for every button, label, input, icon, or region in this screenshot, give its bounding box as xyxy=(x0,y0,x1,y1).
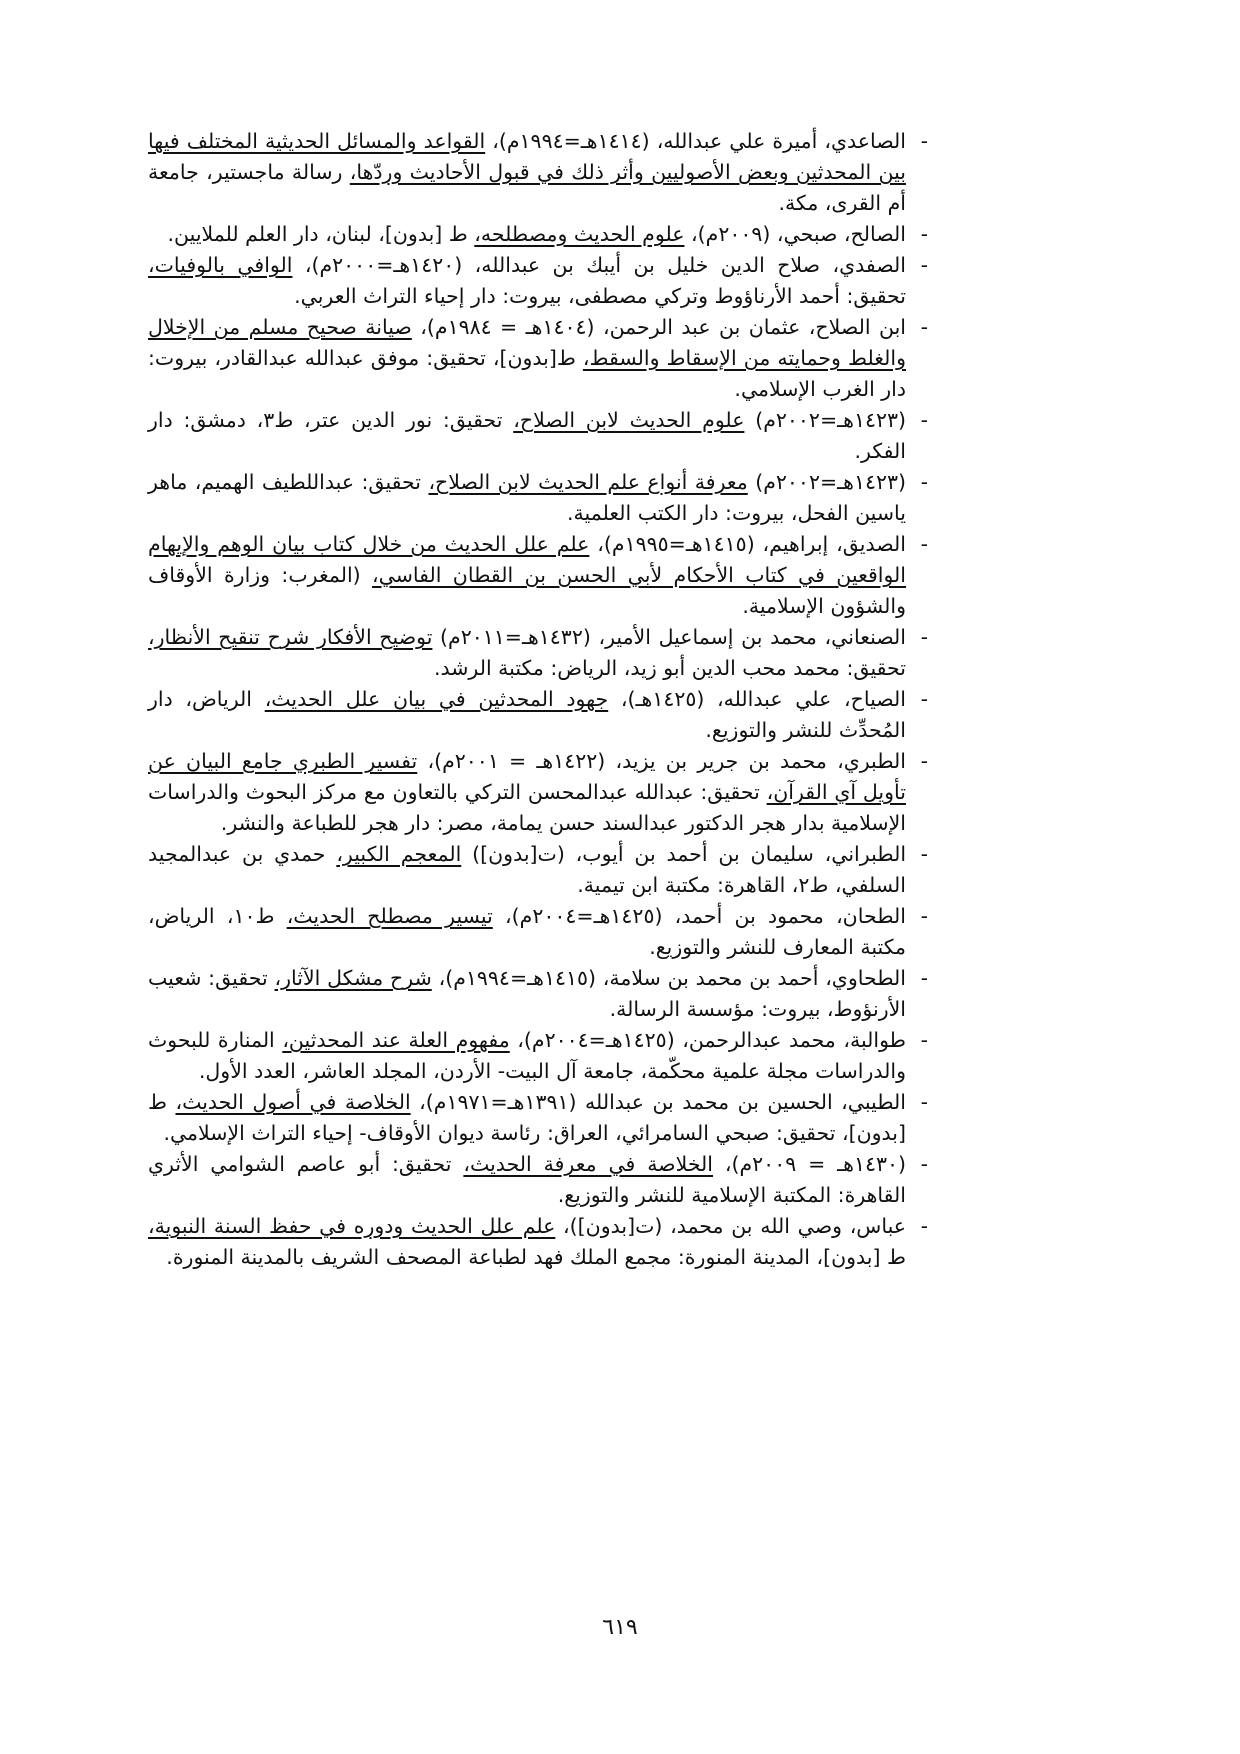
entry-title: علوم الحديث ومصطلحه، xyxy=(474,222,685,246)
entry-author-date: الصاعدي، أميرة علي عبدالله، (١٤١٤هـ=١٩٩٤م)، xyxy=(485,129,907,153)
entry-publication: رسالة ماجستير، جامعة أم القرى، مكة. xyxy=(148,160,906,215)
entry-title: تفسير الطبري جامع البيان عن تأويل آي القرآن، xyxy=(148,749,906,804)
bibliography-list xyxy=(148,126,928,1273)
bibliography-entry xyxy=(148,901,928,963)
entry-title: الخلاصة في معرفة الحديث، xyxy=(463,1152,713,1176)
entry-title: توضيح الأفكار شرح تنقيح الأنظار، xyxy=(148,625,433,649)
entry-dash: - xyxy=(920,1214,928,1238)
entry-dash: - xyxy=(920,315,928,339)
entry-dash: - xyxy=(920,687,928,711)
entry-author-date: الطحان، محمود بن أحمد، (١٤٢٥هـ=٢٠٠٤م)، xyxy=(492,904,906,928)
entry-author-date: (١٤٣٠هـ = ٢٠٠٩م)، xyxy=(713,1152,906,1176)
entry-author-date: ابن الصلاح، عثمان بن عبد الرحمن، (١٤٠٤هـ = ١٩٨٤م)، xyxy=(411,315,907,339)
bibliography-entry xyxy=(148,219,928,250)
bibliography-entry xyxy=(148,250,928,312)
entry-dash: - xyxy=(920,253,928,277)
entry-author-date: الصالح، صبحي، (٢٠٠٩م)، xyxy=(684,222,906,246)
entry-dash: - xyxy=(920,625,928,649)
entry-title: تيسير مصطلح الحديث، xyxy=(286,904,493,928)
bibliography-entry xyxy=(148,405,928,467)
bibliography-entry xyxy=(148,126,928,219)
entry-dash: - xyxy=(920,222,928,246)
entry-author-date: الصديق، إبراهيم، (١٤١٥هـ=١٩٩٥م)، xyxy=(589,532,906,556)
entry-title: الخلاصة في أصول الحديث، xyxy=(175,1090,411,1114)
bibliography-entry xyxy=(148,1211,928,1273)
entry-author-date: الطيبي، الحسين بن محمد بن عبدالله (١٣٩١هـ=١٩٧١م)، xyxy=(410,1090,906,1114)
entry-publication: (المغرب: وزارة الأوقاف والشؤون الإسلامية. xyxy=(148,563,906,618)
entry-author-date: الصنعاني، محمد بن إسماعيل الأمير، (١٤٣٢هـ=٢٠١١م) xyxy=(432,625,906,649)
entry-publication: تحقيق: محمد محب الدين أبو زيد، الرياض: مكتبة الرشد. xyxy=(433,656,906,680)
entry-title: القواعد والمسائل الحديثية المختلف فيها بين المحدثين وبعض الأصوليين وأثر ذلك في قبول الأحاديث وردّها، xyxy=(148,129,906,184)
entry-dash: - xyxy=(920,1152,928,1176)
bibliography-entry xyxy=(148,312,928,405)
entry-dash: - xyxy=(920,408,928,432)
entry-publication: المنارة للبحوث والدراسات مجلة علمية محكّمة، جامعة آل البيت- الأردن، المجلد العاشر، العدد الأول. xyxy=(148,1028,906,1083)
entry-publication: ط[بدون]، تحقيق: موفق عبدالله عبدالقادر، بيروت: دار الغرب الإسلامي. xyxy=(148,346,906,401)
entry-title: جهود المحدثين في بيان علل الحديث، xyxy=(264,687,609,711)
entry-dash: - xyxy=(920,470,928,494)
entry-author-date: (١٤٢٣هـ=٢٠٠٢م) xyxy=(744,408,906,432)
bibliography-entry xyxy=(148,746,928,839)
entry-publication: حمدي بن عبدالمجيد السلفي، ط٢، القاهرة: مكتبة ابن تيمية. xyxy=(148,842,906,897)
entry-publication: تحقيق: أبو عاصم الشوامي الأثري القاهرة: المكتبة الإسلامية للنشر والتوزيع. xyxy=(148,1152,906,1207)
entry-publication: تحقيق: شعيب الأرنؤوط، بيروت: مؤسسة الرسالة. xyxy=(148,966,906,1021)
entry-publication: ط [بدون]، المدينة المنورة: مجمع الملك فهد لطباعة المصحف الشريف بالمدينة المنورة. xyxy=(166,1245,906,1269)
entry-publication: ط [بدون]، لبنان، دار العلم للملايين. xyxy=(167,222,475,246)
entry-publication: ط [بدون]، تحقيق: صبحي السامرائي، العراق: رئاسة ديوان الأوقاف- إحياء التراث الإسلامي. xyxy=(148,1090,906,1145)
bibliography-entry xyxy=(148,963,928,1025)
bibliography-entry xyxy=(148,622,928,684)
entry-author-date: الصفدي، صلاح الدين خليل بن أيبك بن عبدالله، (١٤٢٠هـ=٢٠٠٠م)، xyxy=(292,253,906,277)
entry-author-date: الطحاوي، أحمد بن محمد بن سلامة، (١٤١٥هـ=١٩٩٤م)، xyxy=(431,966,906,990)
entry-title: الوافي بالوفيات، xyxy=(148,253,293,277)
entry-dash: - xyxy=(920,1090,928,1114)
entry-publication: ط١٠، الرياض، مكتبة المعارف للنشر والتوزيع. xyxy=(148,904,906,959)
entry-dash: - xyxy=(920,904,928,928)
entry-dash: - xyxy=(920,842,928,866)
bibliography-entry xyxy=(148,467,928,529)
entry-dash: - xyxy=(920,966,928,990)
bibliography-entry xyxy=(148,1025,928,1087)
entry-title: شرح مشكل الآثار، xyxy=(274,966,432,990)
entry-title: المعجم الكبير، xyxy=(336,842,462,866)
entry-dash: - xyxy=(920,129,928,153)
bibliography-entry xyxy=(148,1087,928,1149)
entry-title: علم علل الحديث ودوره في حفظ السنة النبوية، xyxy=(148,1214,556,1238)
entry-title: مفهوم العلة عند المحدثين، xyxy=(282,1028,510,1052)
entry-author-date: الطبراني، سليمان بن أحمد بن أيوب، (ت[بدون]) xyxy=(461,842,907,866)
entry-publication: الرياض، دار المُحدِّث للنشر والتوزيع. xyxy=(148,687,906,742)
entry-author-date: عباس، وصي الله بن محمد، (ت[بدون])، xyxy=(555,1214,906,1238)
entry-author-date: الطبري، محمد بن جرير بن يزيد، (١٤٢٢هـ = ٢٠٠١م)، xyxy=(417,749,907,773)
entry-publication: تحقيق: عبدالله عبدالمحسن التركي بالتعاون مع مركز البحوث والدراسات الإسلامية بدار هجر الدكتور عبدالسند حسن يمامة، مصر: دار هجر للطباعة والنشر. xyxy=(148,780,906,835)
entry-author-date: (١٤٢٣هـ=٢٠٠٢م) xyxy=(747,470,906,494)
entry-title: علم علل الحديث من خلال كتاب بيان الوهم والإيهام الواقعين في كتاب الأحكام لأبي الحسن بن القطان الفاسي، xyxy=(148,532,907,587)
entry-title: صيانة صحيح مسلم من الإخلال والغلط وحمايته من الإسقاط والسقط، xyxy=(148,315,906,370)
entry-publication: تحقيق: عبداللطيف الهميم، ماهر ياسين الفحل، بيروت: دار الكتب العلمية. xyxy=(148,470,906,525)
entry-author-date: الصياح، علي عبدالله، (١٤٢٥هـ)، xyxy=(608,687,906,711)
entry-title: معرفة أنواع علم الحديث لابن الصلاح، xyxy=(428,470,748,494)
entry-publication: تحقيق: نور الدين عتر، ط٣، دمشق: دار الفكر. xyxy=(148,408,906,463)
entry-dash: - xyxy=(920,1028,928,1052)
entry-dash: - xyxy=(920,749,928,773)
entry-title: علوم الحديث لابن الصلاح، xyxy=(513,408,745,432)
bibliography-entry xyxy=(148,839,928,901)
entry-dash: - xyxy=(920,532,928,556)
entry-publication: تحقيق: أحمد الأرناؤوط وتركي مصطفى، بيروت: دار إحياء التراث العربي. xyxy=(294,284,906,308)
bibliography-entry xyxy=(148,684,928,746)
bibliography-entry xyxy=(148,529,928,622)
bibliography-entry xyxy=(148,1149,928,1211)
page-number: ٦١٩ xyxy=(602,1615,638,1640)
entry-author-date: طوالبة، محمد عبدالرحمن، (١٤٢٥هـ=٢٠٠٤م)، xyxy=(509,1028,906,1052)
